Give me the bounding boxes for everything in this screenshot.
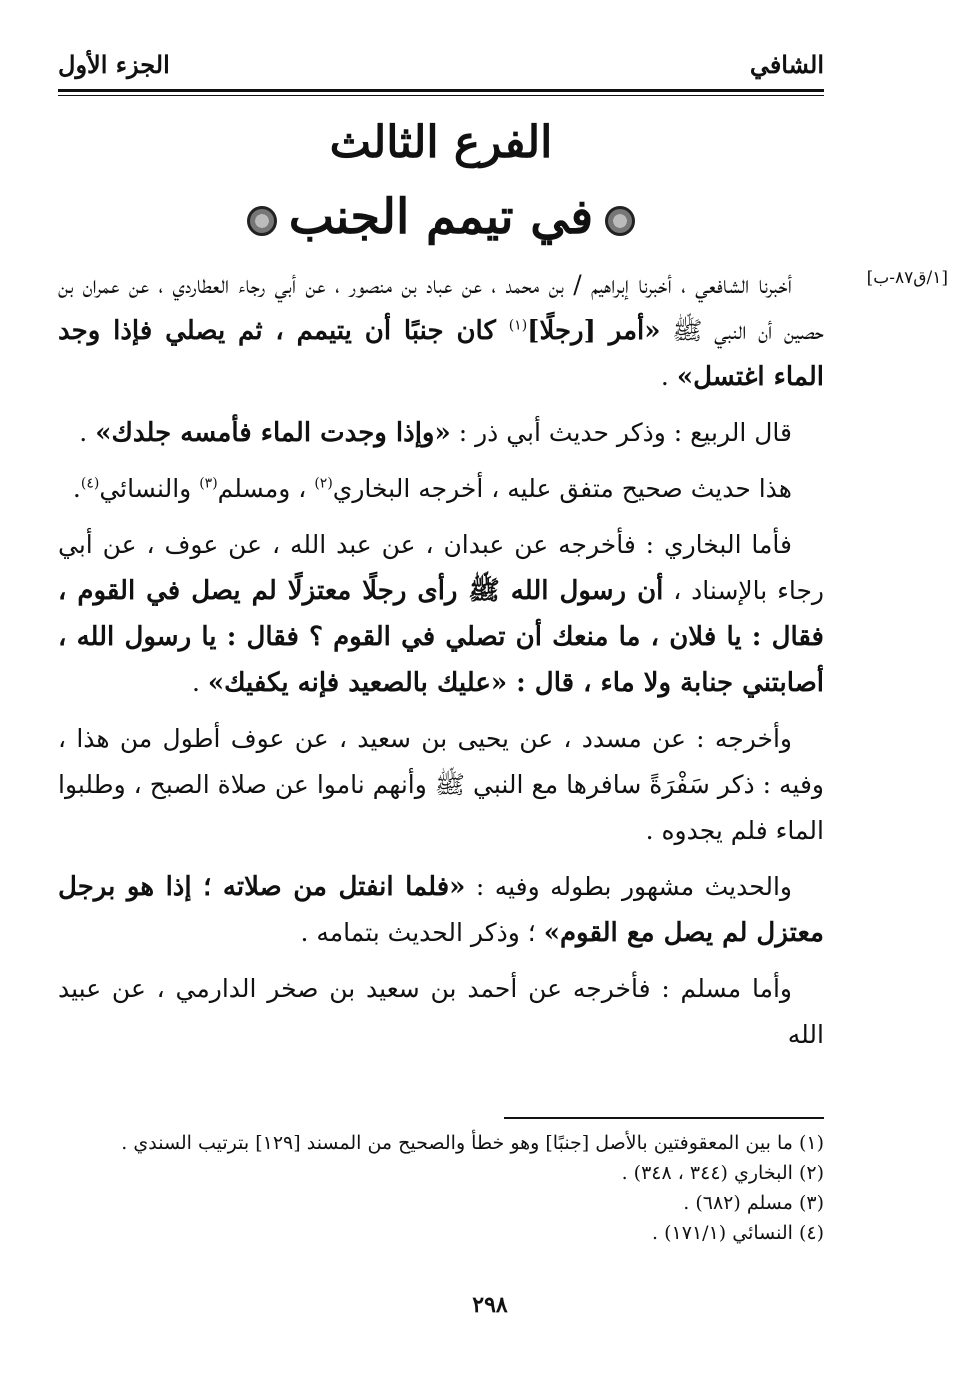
footnote-ref-4: (٤) (80, 475, 100, 492)
footnote-ref-1: (١) (508, 317, 528, 334)
header-rule-thin (58, 95, 824, 96)
footnote-1: (١) ما بين المعقوفتين بالأصل [جنبًا] وهو خطأ والصحيح من المسند [١٢٩] بترتيب السندي . (121, 1132, 824, 1154)
footnote-3: (٣) مسلم (٦٨٢) . (683, 1192, 824, 1214)
body-text (58, 262, 824, 1068)
manuscript-folio-note: [١/ق٨٧-ب] (866, 268, 948, 288)
paragraph-6: والحديث مشهور بطوله وفيه : «فلما انفتل من صلاته ؛ إذا هو برجل معتزل لم يصل مع القوم» ؛ وذكر الحديث بتمامه . (58, 872, 824, 948)
subject-title-text: في تيمم الجنب (288, 189, 594, 245)
title-block (58, 110, 824, 252)
paragraph-1: أخبرنا الشافعي ، أخبرنا إبراهيم / بن محمد ، عن عباد بن منصور ، عن أبي رجاء العطاردي ، عن عمران بن حصين أن النبي ﷺ «أمر [رجلًا]$^{(١)}$ كان جنبًا أن يتيمم ، ثم يصلي فإذا وجد الماء اغتسل» . (58, 270, 825, 392)
header-rule-thick (58, 89, 824, 92)
footnote-4: (٤) النسائي (١٧١/١) . (652, 1222, 824, 1244)
footnote-ref-2: (٢) (314, 475, 333, 492)
footnote-2: (٢) البخاري (٣٤٤ ، ٣٤٨) . (621, 1162, 824, 1184)
running-header (58, 50, 824, 86)
paragraph-3: هذا حديث صحيح متفق عليه ، أخرجه البخاري$^{(٢)}$ ، ومسلم$^{(٣)}$ والنسائي$^{(٤)}$. (72, 474, 792, 503)
footnote-ref-3: (٣) (199, 475, 218, 492)
ornament-left-icon (247, 206, 277, 236)
page-number: ٢٩٨ (472, 1292, 508, 1318)
paragraph-4: فأما البخاري : فأخرجه عن عبدان ، عن عبد الله ، عن عوف ، عن أبي رجاء بالإسناد ، أن رسول الله ﷺ رأى رجلًا معتزلًا لم يصل في القوم ، فقال : يا فلان ، ما منعك أن تصلي في القوم ؟ فقال : يا رسول الله ، أصابتني جنابة ولا ماء ، قال : «عليك بالصعيد فإنه يكفيك» . (58, 530, 824, 698)
paragraph-7: وأما مسلم : فأخرجه عن أحمد بن سعيد بن صخر الدارمي ، عن عبيد الله (58, 974, 824, 1049)
volume-label: الجزء الأول (58, 50, 170, 79)
paragraph-2: قال الربيع : وذكر حديث أبي ذر : «وإذا وجدت الماء فأمسه جلدك» . (79, 418, 792, 448)
section-title: الفرع الثالث (329, 117, 553, 168)
ornament-right-icon (605, 206, 635, 236)
paragraph-5: وأخرجه : عن مسدد ، عن يحيى بن سعيد ، عن عوف أطول من هذا ، وفيه : ذكر سَفْرَةً سافرها مع النبي ﷺ وأنهم ناموا عن صلاة الصبح ، وطلبوا الماء فلم يجدوه . (58, 724, 824, 845)
book-title: الشافي (749, 50, 824, 79)
footnote-separator (504, 1117, 824, 1119)
footnotes (58, 1128, 824, 1248)
subject-title (58, 182, 824, 252)
